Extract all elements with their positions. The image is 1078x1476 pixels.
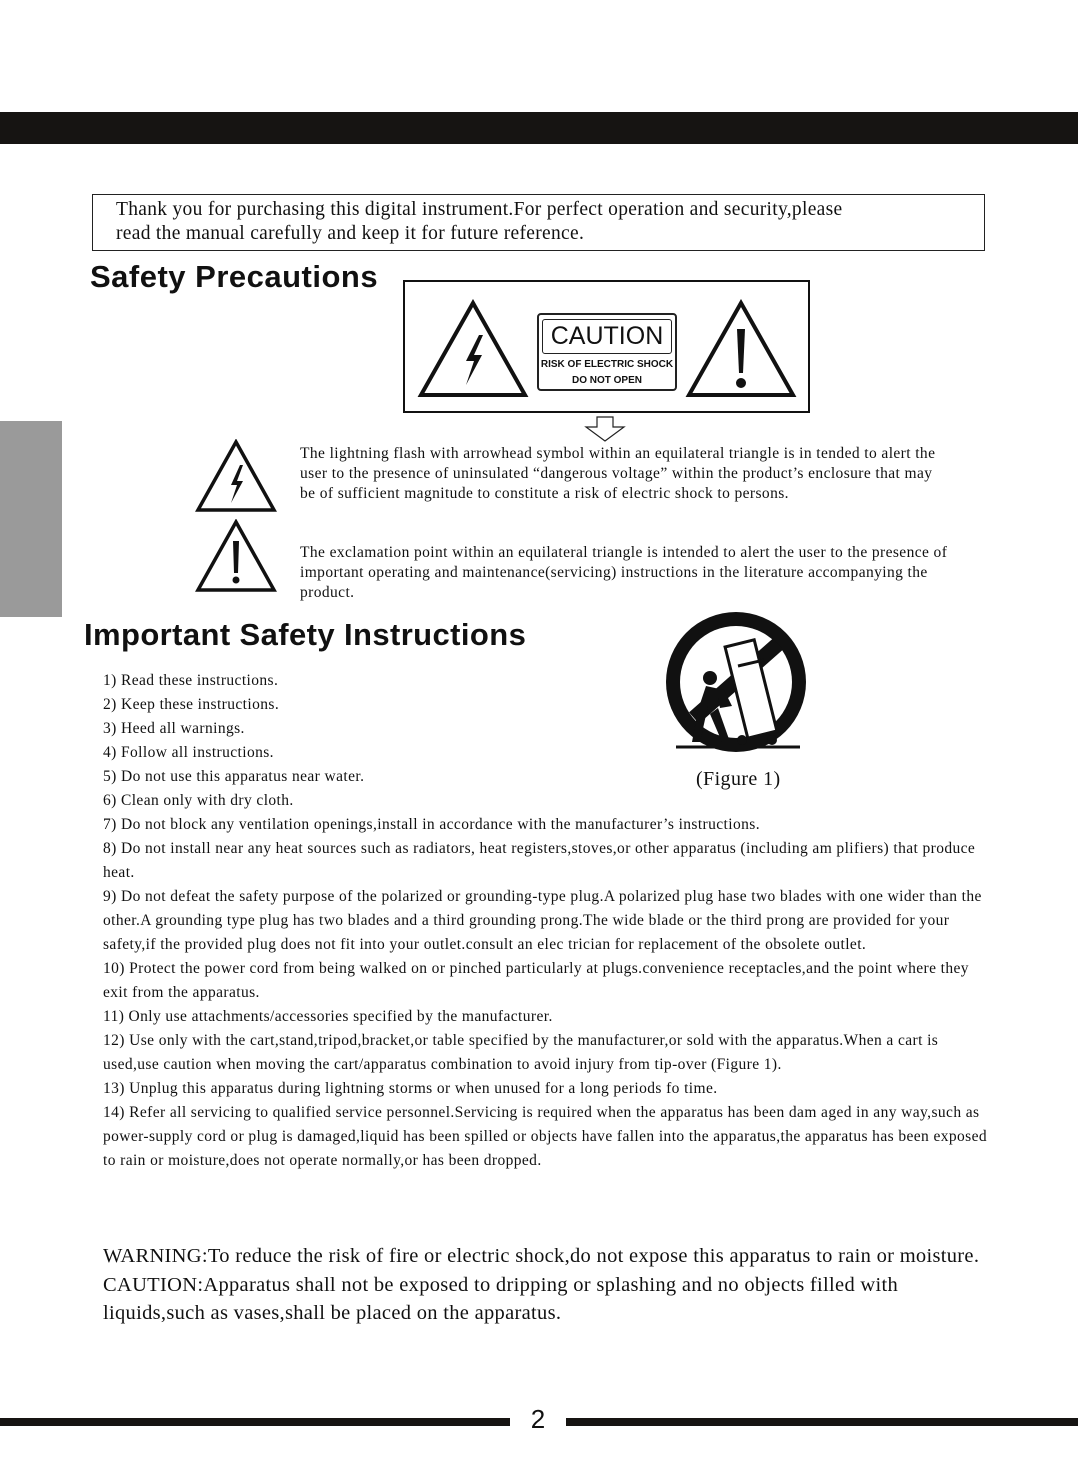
list-item: 2) Keep these instructions. [103, 696, 280, 713]
down-arrow-icon [584, 416, 626, 442]
electric-shock-warning-icon [417, 299, 529, 399]
caution-panel [403, 280, 810, 413]
figure-1-caption: (Figure 1) [696, 768, 781, 790]
exclamation-warning-icon [685, 299, 797, 399]
caution-do-not-open-text: DO NOT OPEN [571, 375, 642, 386]
footer-rule-left [0, 1418, 510, 1426]
list-item: 3) Heed all warnings. [103, 720, 245, 737]
list-item: 10) Protect the power cord from being walked on or pinched particularly at plugs.convenience receptacles,and the point where they exit from the apparatus. [103, 960, 969, 1001]
caution-text: CAUTION:Apparatus shall not be exposed to dripping or splashing and no objects filled with liquids,such as vases,shall be placed on the apparatus. [103, 1273, 899, 1324]
warning-notices [103, 1242, 1003, 1328]
intro-line-1: Thank you for purchasing this digital instrument.For perfect operation and security,please [116, 199, 843, 220]
list-item: 6) Clean only with dry cloth. [103, 792, 294, 809]
list-item: 1) Read these instructions. [103, 672, 279, 689]
list-item: 4) Follow all instructions. [103, 744, 274, 761]
safety-precautions-heading: Safety Precautions [90, 259, 379, 294]
list-item: 13) Unplug this apparatus during lightning storms or when unused for a long periods fo time. [103, 1080, 718, 1097]
page-number: 2 [530, 1404, 546, 1434]
header-bar [0, 112, 1078, 144]
list-item: 12) Use only with the cart,stand,tripod,bracket,or table specified by the manufacturer,or sold with the apparatus.When a cart is used,use caution when moving the cart/apparatus combination to avoid injury from tip-over (Figure 1). [103, 1032, 939, 1073]
list-item: 9) Do not defeat the safety purpose of the polarized or grounding-type plug.A polarized plug hase two blades with one wider than the other.A grounding type plug has two blades and a third grounding prong.The wide blade or the third prong are provided for your safety,if the provided plug does not fit into your outlet.consult an elec trician for replacement of the obsolete outlet. [103, 888, 982, 953]
instruction-list [103, 669, 993, 1173]
exclamation-description: The exclamation point within an equilateral triangle is intended to alert the user to the presence of important operating and maintenance(servicing) instructions in the literature accompanying the product. [300, 544, 948, 601]
lightning-description: The lightning flash with arrowhead symbol within an equilateral triangle is in tended to alert the user to the presence of uninsulated “dangerous voltage” within the product’s enclosure that may be of sufficient magnitude to constitute a risk of electric shock to persons. [300, 445, 936, 502]
warning-text: WARNING:To reduce the risk of fire or electric shock,do not expose this apparatus to rain or moisture. [103, 1245, 980, 1267]
list-item: 5) Do not use this apparatus near water. [103, 768, 365, 785]
intro-line-2: read the manual carefully and keep it for future reference. [116, 223, 585, 244]
caution-word: CAUTION [542, 319, 672, 354]
list-item: 7) Do not block any ventilation openings,install in accordance with the manufacturer’s instructions. [103, 816, 760, 833]
caution-label [537, 313, 677, 391]
list-item: 11) Only use attachments/accessories specified by the manufacturer. [103, 1008, 553, 1025]
list-item: 8) Do not install near any heat sources such as radiators, heat registers,stoves,or other apparatus (including am plifiers) that produce heat. [103, 840, 976, 881]
footer-rule-right [566, 1418, 1078, 1426]
exclamation-triangle-icon [195, 519, 277, 593]
side-tab-marker [0, 421, 62, 617]
intro-notice [92, 194, 985, 251]
lightning-triangle-icon [195, 439, 277, 513]
caution-risk-text: RISK OF ELECTRIC SHOCK [540, 359, 674, 370]
important-instructions-heading: Important Safety Instructions [84, 617, 527, 652]
list-item: 14) Refer all servicing to qualified service personnel.Servicing is required when the apparatus has been dam aged in any way,such as power-supply cord or plug is damaged,liquid has been spilled or objects have fallen into the apparatus,the apparatus has been exposed to rain or moisture,does not operate normally,or has been dropped. [103, 1104, 988, 1169]
